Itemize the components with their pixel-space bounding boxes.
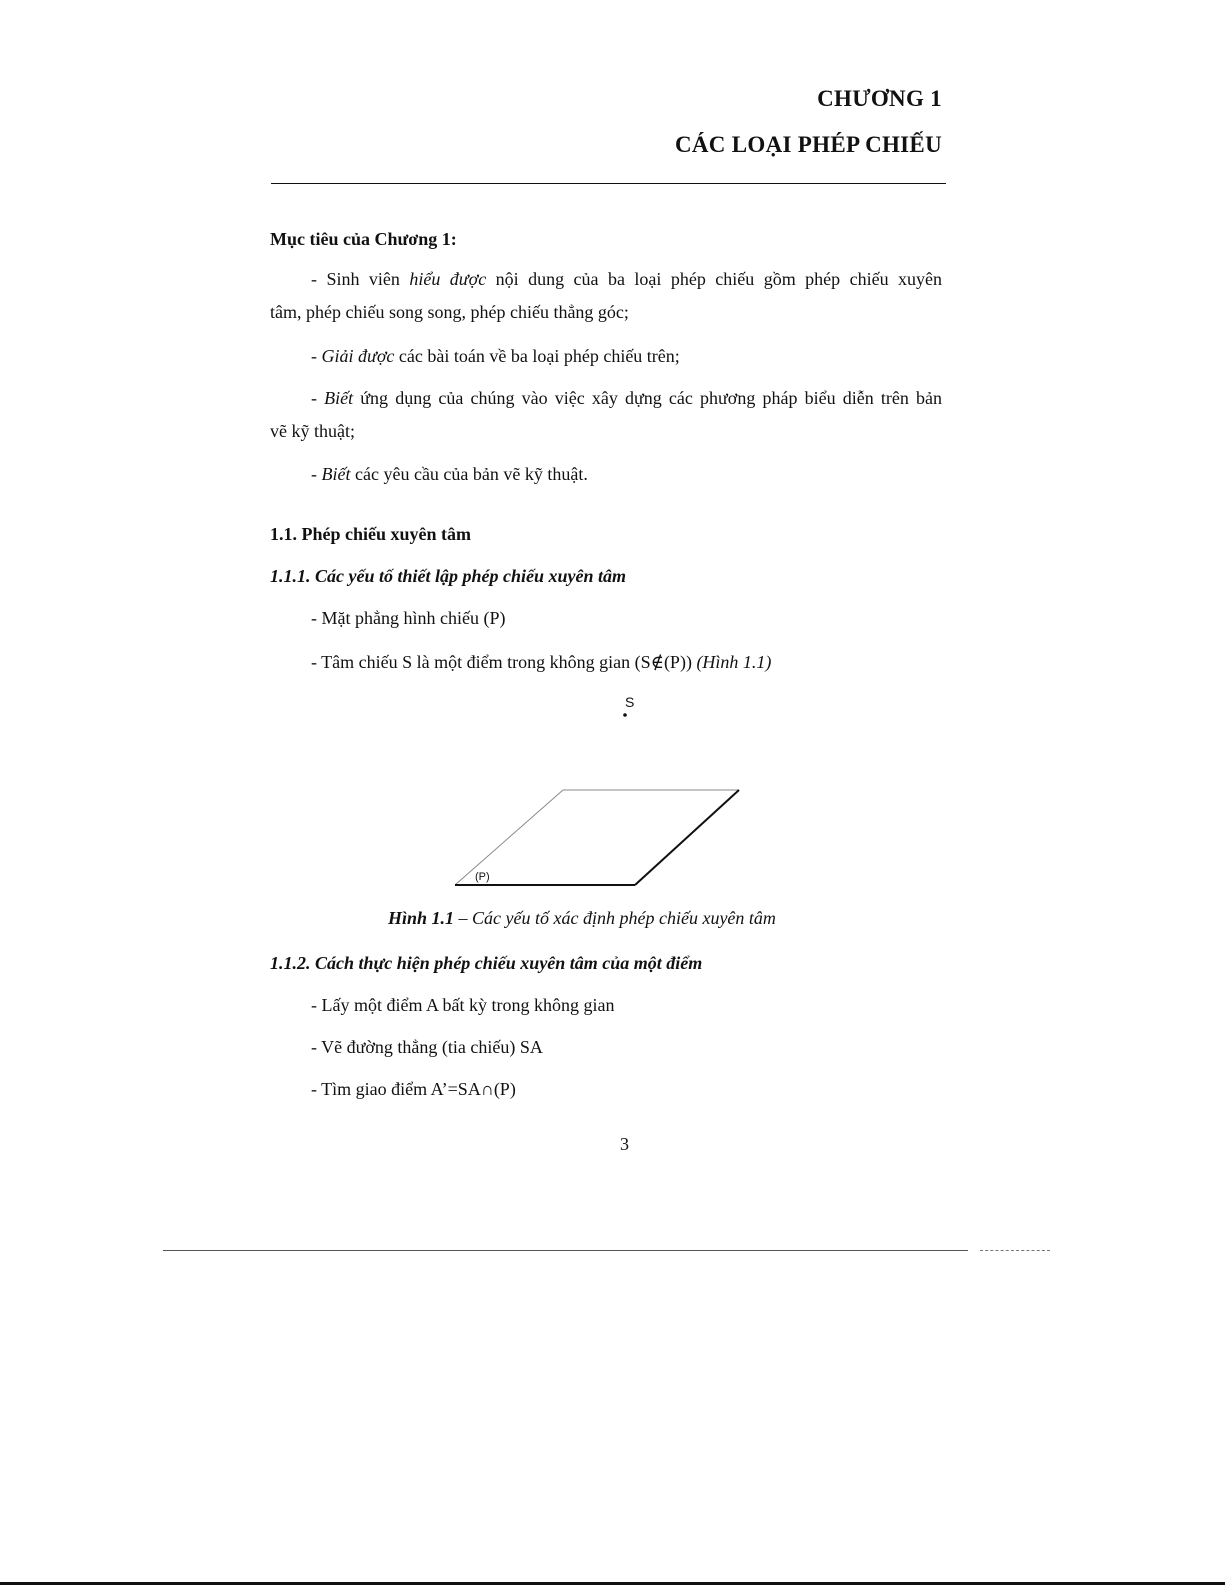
objective-prefix: - <box>311 388 325 408</box>
step-item: - Lấy một điểm A bất kỳ trong không gian <box>311 995 615 1015</box>
objective-text: các yêu cầu của bản vẽ kỹ thuật. <box>350 464 588 484</box>
objective-emphasis: Biết <box>321 464 351 484</box>
objective-emphasis: Giải được <box>321 346 395 366</box>
objectives-heading: Mục tiêu của Chương 1: <box>270 229 457 249</box>
step-item: - Vẽ đường thẳng (tia chiếu) SA <box>311 1037 543 1057</box>
objective-text: các bài toán về ba loại phép chiếu trên; <box>394 346 680 366</box>
bullet-text: - Tâm chiếu S là một điểm trong không gian (S∉(P)) <box>311 652 697 672</box>
objective-emphasis: hiểu được <box>409 269 487 289</box>
figure-caption <box>388 908 776 929</box>
subsection-heading: 1.1.1. Các yếu tố thiết lập phép chiếu xuyên tâm <box>270 566 626 586</box>
objective-prefix: - <box>311 464 322 484</box>
plane-right-edge <box>635 790 739 885</box>
objective-prefix: - <box>311 346 322 366</box>
subsection-heading: 1.1.2. Cách thực hiện phép chiếu xuyên tâm của một điểm <box>270 953 703 973</box>
section-heading: 1.1. Phép chiếu xuyên tâm <box>270 524 472 544</box>
footer-divider-dashed <box>980 1250 1050 1251</box>
objective-item-4 <box>311 463 588 485</box>
figure-caption-label: Hình 1.1 <box>388 908 455 928</box>
objective-text: ứng dụng của chúng vào việc xây dựng các phương pháp biểu diễn trên bản <box>353 388 943 408</box>
title-divider <box>271 183 946 184</box>
center-point-s <box>623 713 627 717</box>
chapter-title: CÁC LOẠI PHÉP CHIẾU <box>674 132 942 157</box>
objective-item-2 <box>311 345 680 367</box>
page-number: 3 <box>620 1134 629 1154</box>
objective-item-1 <box>270 268 942 290</box>
objective-item-3-cont: vẽ kỹ thuật; <box>270 421 355 441</box>
footer-divider <box>163 1250 968 1251</box>
objective-emphasis: Biết <box>324 388 354 408</box>
bullet-item <box>311 651 771 673</box>
center-point-label: S <box>625 694 635 710</box>
figure-central-projection <box>450 690 750 890</box>
objective-prefix: - Sinh viên <box>311 269 410 289</box>
chapter-number: CHƯƠNG 1 <box>817 86 942 111</box>
objective-text: nội dung của ba loại phép chiếu gồm phép chiếu xuyên <box>486 269 943 289</box>
bullet-item: - Mặt phẳng hình chiếu (P) <box>311 608 506 628</box>
plane-left-edge <box>455 790 563 885</box>
step-item: - Tìm giao điểm A’=SA∩(P) <box>311 1079 516 1099</box>
figure-reference: (Hình 1.1) <box>696 652 772 672</box>
plane-label: (P) <box>475 871 490 883</box>
objective-item-3 <box>270 387 942 409</box>
objective-item-1-cont: tâm, phép chiếu song song, phép chiếu thẳng góc; <box>270 302 629 322</box>
figure-caption-text: – Các yếu tố xác định phép chiếu xuyên tâm <box>454 908 776 928</box>
